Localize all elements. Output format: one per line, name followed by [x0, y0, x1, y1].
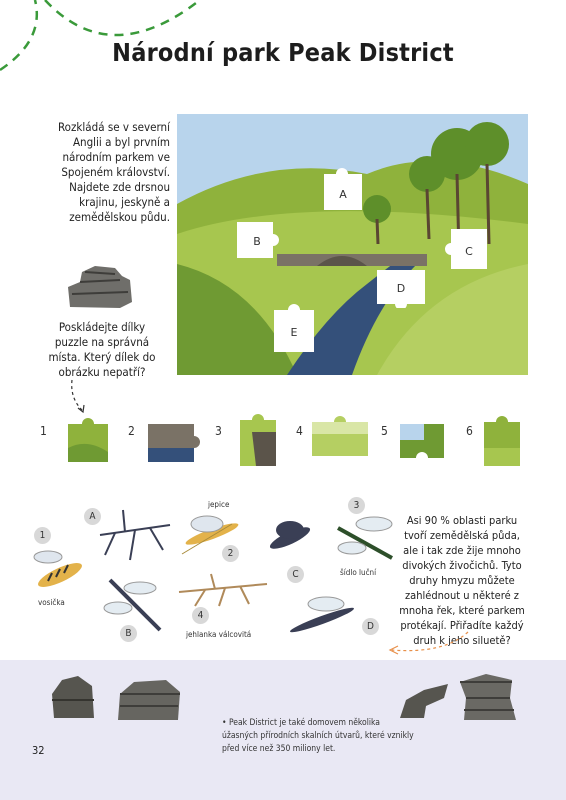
insect-name-3: šídlo luční: [340, 568, 377, 577]
insect-text: Asi 90 % oblasti parku tvoří zemědělská půda, ale i tak zde žije mnoho divokých živočichů. Tyto druhy hmyzu můžete zahlédnout u některé z mnoha řek, které parkem protékají. Přiřadíte každý druh k jeho siluetě?: [399, 514, 525, 647]
page-title: Národní park Peak District: [112, 38, 454, 67]
scene-piece-a: [320, 166, 366, 218]
piece-number-6: 6: [466, 424, 473, 438]
svg-text:C: C: [465, 245, 473, 258]
insect-number-1: 1: [34, 527, 51, 544]
hoverfly-illustration: [30, 545, 92, 595]
hoverfly-silhouette: [282, 590, 366, 636]
scene-piece-c: [443, 225, 491, 273]
puzzle-piece-5[interactable]: [394, 418, 452, 464]
puzzle-piece-6[interactable]: [478, 412, 526, 472]
insect-name-4: jehlanka válcovitá: [186, 630, 252, 639]
stick-insect-silhouette: [95, 505, 175, 563]
piece-number-1: 1: [40, 424, 47, 438]
svg-text:E: E: [290, 326, 298, 339]
intro-text: Rozkládá se v severní Anglii a byl prvním národním parkem ve Spojeném království. Najdete zde drsnou krajinu, jeskyně a zemědělskou půdu.: [57, 120, 170, 224]
piece-number-2: 2: [128, 424, 135, 438]
insect-name-1: vosička: [38, 598, 65, 607]
insect-name-2: jepice: [208, 500, 230, 509]
puzzle-piece-1[interactable]: [62, 418, 114, 468]
silhouette-label-b: B: [120, 625, 137, 642]
page-number: 32: [32, 744, 45, 757]
scene-piece-d: [373, 266, 431, 308]
mayfly-silhouette: [260, 512, 320, 562]
puzzle-piece-3[interactable]: [232, 412, 282, 472]
rock-formation-left-1: [48, 664, 98, 720]
svg-text:D: D: [396, 282, 406, 295]
rock-formation-left-2: [114, 672, 184, 722]
silhouette-label-c: C: [287, 566, 304, 583]
footer-note: • Peak District je také domovem několika úžasných přírodních skalních útvarů, které vznikly před více než 350 miliony let.: [222, 718, 414, 754]
puzzle-piece-4[interactable]: [308, 414, 372, 462]
rock-formation-right-2: [456, 668, 520, 722]
stick-insect-illustration: [175, 570, 271, 610]
insect-number-3: 3: [348, 497, 365, 514]
piece-number-4: 4: [296, 424, 303, 438]
scene-piece-b: [233, 218, 281, 262]
scene-piece-e: [270, 300, 318, 356]
rock-formation-illustration: [60, 252, 140, 312]
dashed-arrow-insects: [384, 628, 474, 658]
insect-number-4: 4: [192, 607, 209, 624]
svg-text:B: B: [253, 235, 261, 248]
svg-text:A: A: [339, 188, 347, 201]
dragonfly-illustration: [332, 508, 398, 564]
insect-number-2: 2: [222, 545, 239, 562]
puzzle-piece-2[interactable]: [142, 418, 204, 468]
silhouette-label-d: D: [362, 618, 379, 635]
piece-number-5: 5: [381, 424, 388, 438]
puzzle-question: Poskládejte dílky puzzle na správná místa. Který dílek do obrázku nepatří?: [48, 320, 156, 379]
mayfly-illustration: [172, 510, 252, 560]
piece-number-3: 3: [215, 424, 222, 438]
dashed-arrow: [68, 378, 92, 418]
silhouette-label-a: A: [84, 508, 101, 525]
rock-formation-right-1: [396, 676, 452, 720]
